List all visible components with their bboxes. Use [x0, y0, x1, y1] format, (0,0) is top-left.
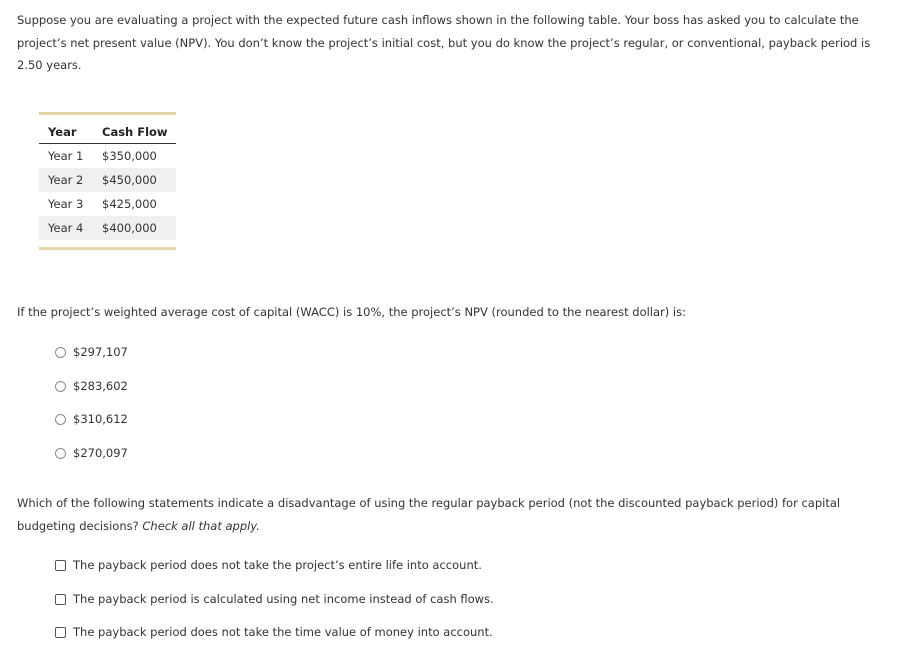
checkbox[interactable]: [55, 560, 66, 571]
option-label: The payback period does not take the time value of money into account.: [73, 625, 493, 639]
npv-option-3[interactable]: [55, 412, 128, 426]
payback-option-3[interactable]: [55, 625, 493, 639]
checkbox[interactable]: [55, 627, 66, 638]
header-cash-flow: Cash Flow: [102, 115, 176, 144]
option-label: $310,612: [73, 412, 128, 426]
checkbox[interactable]: [55, 594, 66, 605]
table-row: [39, 144, 176, 169]
cash-flow-cell: $450,000: [102, 168, 176, 192]
year-cell: Year 3: [48, 197, 84, 211]
cash-flow-table: [39, 112, 176, 250]
header-year: Year: [39, 115, 102, 144]
option-label: The payback period is calculated using net income instead of cash flows.: [73, 592, 494, 606]
npv-option-1[interactable]: [55, 345, 128, 359]
payback-question-hint: Check all that apply.: [142, 518, 260, 533]
payback-option-1[interactable]: [55, 558, 482, 572]
table-row: [39, 168, 176, 192]
year-cell: Year 2: [39, 168, 102, 192]
table-row: [39, 192, 176, 216]
option-label: $283,602: [73, 379, 128, 393]
option-label: $270,097: [73, 446, 128, 460]
radio-button[interactable]: [55, 414, 66, 425]
npv-option-4[interactable]: [55, 446, 128, 460]
cash-flow-cell: $400,000: [102, 216, 176, 240]
radio-button[interactable]: [55, 381, 66, 392]
year-cell: Year 4: [39, 216, 102, 240]
option-label: $297,107: [73, 345, 128, 359]
payback-option-2[interactable]: [55, 592, 494, 606]
table-row: [39, 216, 176, 240]
npv-option-2[interactable]: [55, 379, 128, 393]
option-label: The payback period does not take the project’s entire life into account.: [73, 558, 482, 572]
table-bottom-rule: [39, 247, 176, 250]
payback-question-text: Which of the following statements indicate a disadvantage of using the regular payback period (not the discounted payback period) for capital budgeting decisions?: [17, 496, 841, 533]
intro-paragraph: Suppose you are evaluating a project with the expected future cash inflows shown in the following table. Your boss has asked you to calculate the project’s net present value (NPV). You don’t know the project’s initial cost, but you do know the project’s regular, or conventional, payback period is 2.50 years.: [17, 13, 871, 72]
radio-button[interactable]: [55, 347, 66, 358]
radio-button[interactable]: [55, 448, 66, 459]
payback-question: [17, 492, 887, 537]
cash-flow-cell: $350,000: [102, 149, 157, 163]
year-cell: Year 1: [48, 149, 84, 163]
cash-flow-cell: $425,000: [102, 197, 157, 211]
npv-question: If the project’s weighted average cost of capital (WACC) is 10%, the project’s NPV (rounded to the nearest dollar) is:: [17, 305, 686, 319]
